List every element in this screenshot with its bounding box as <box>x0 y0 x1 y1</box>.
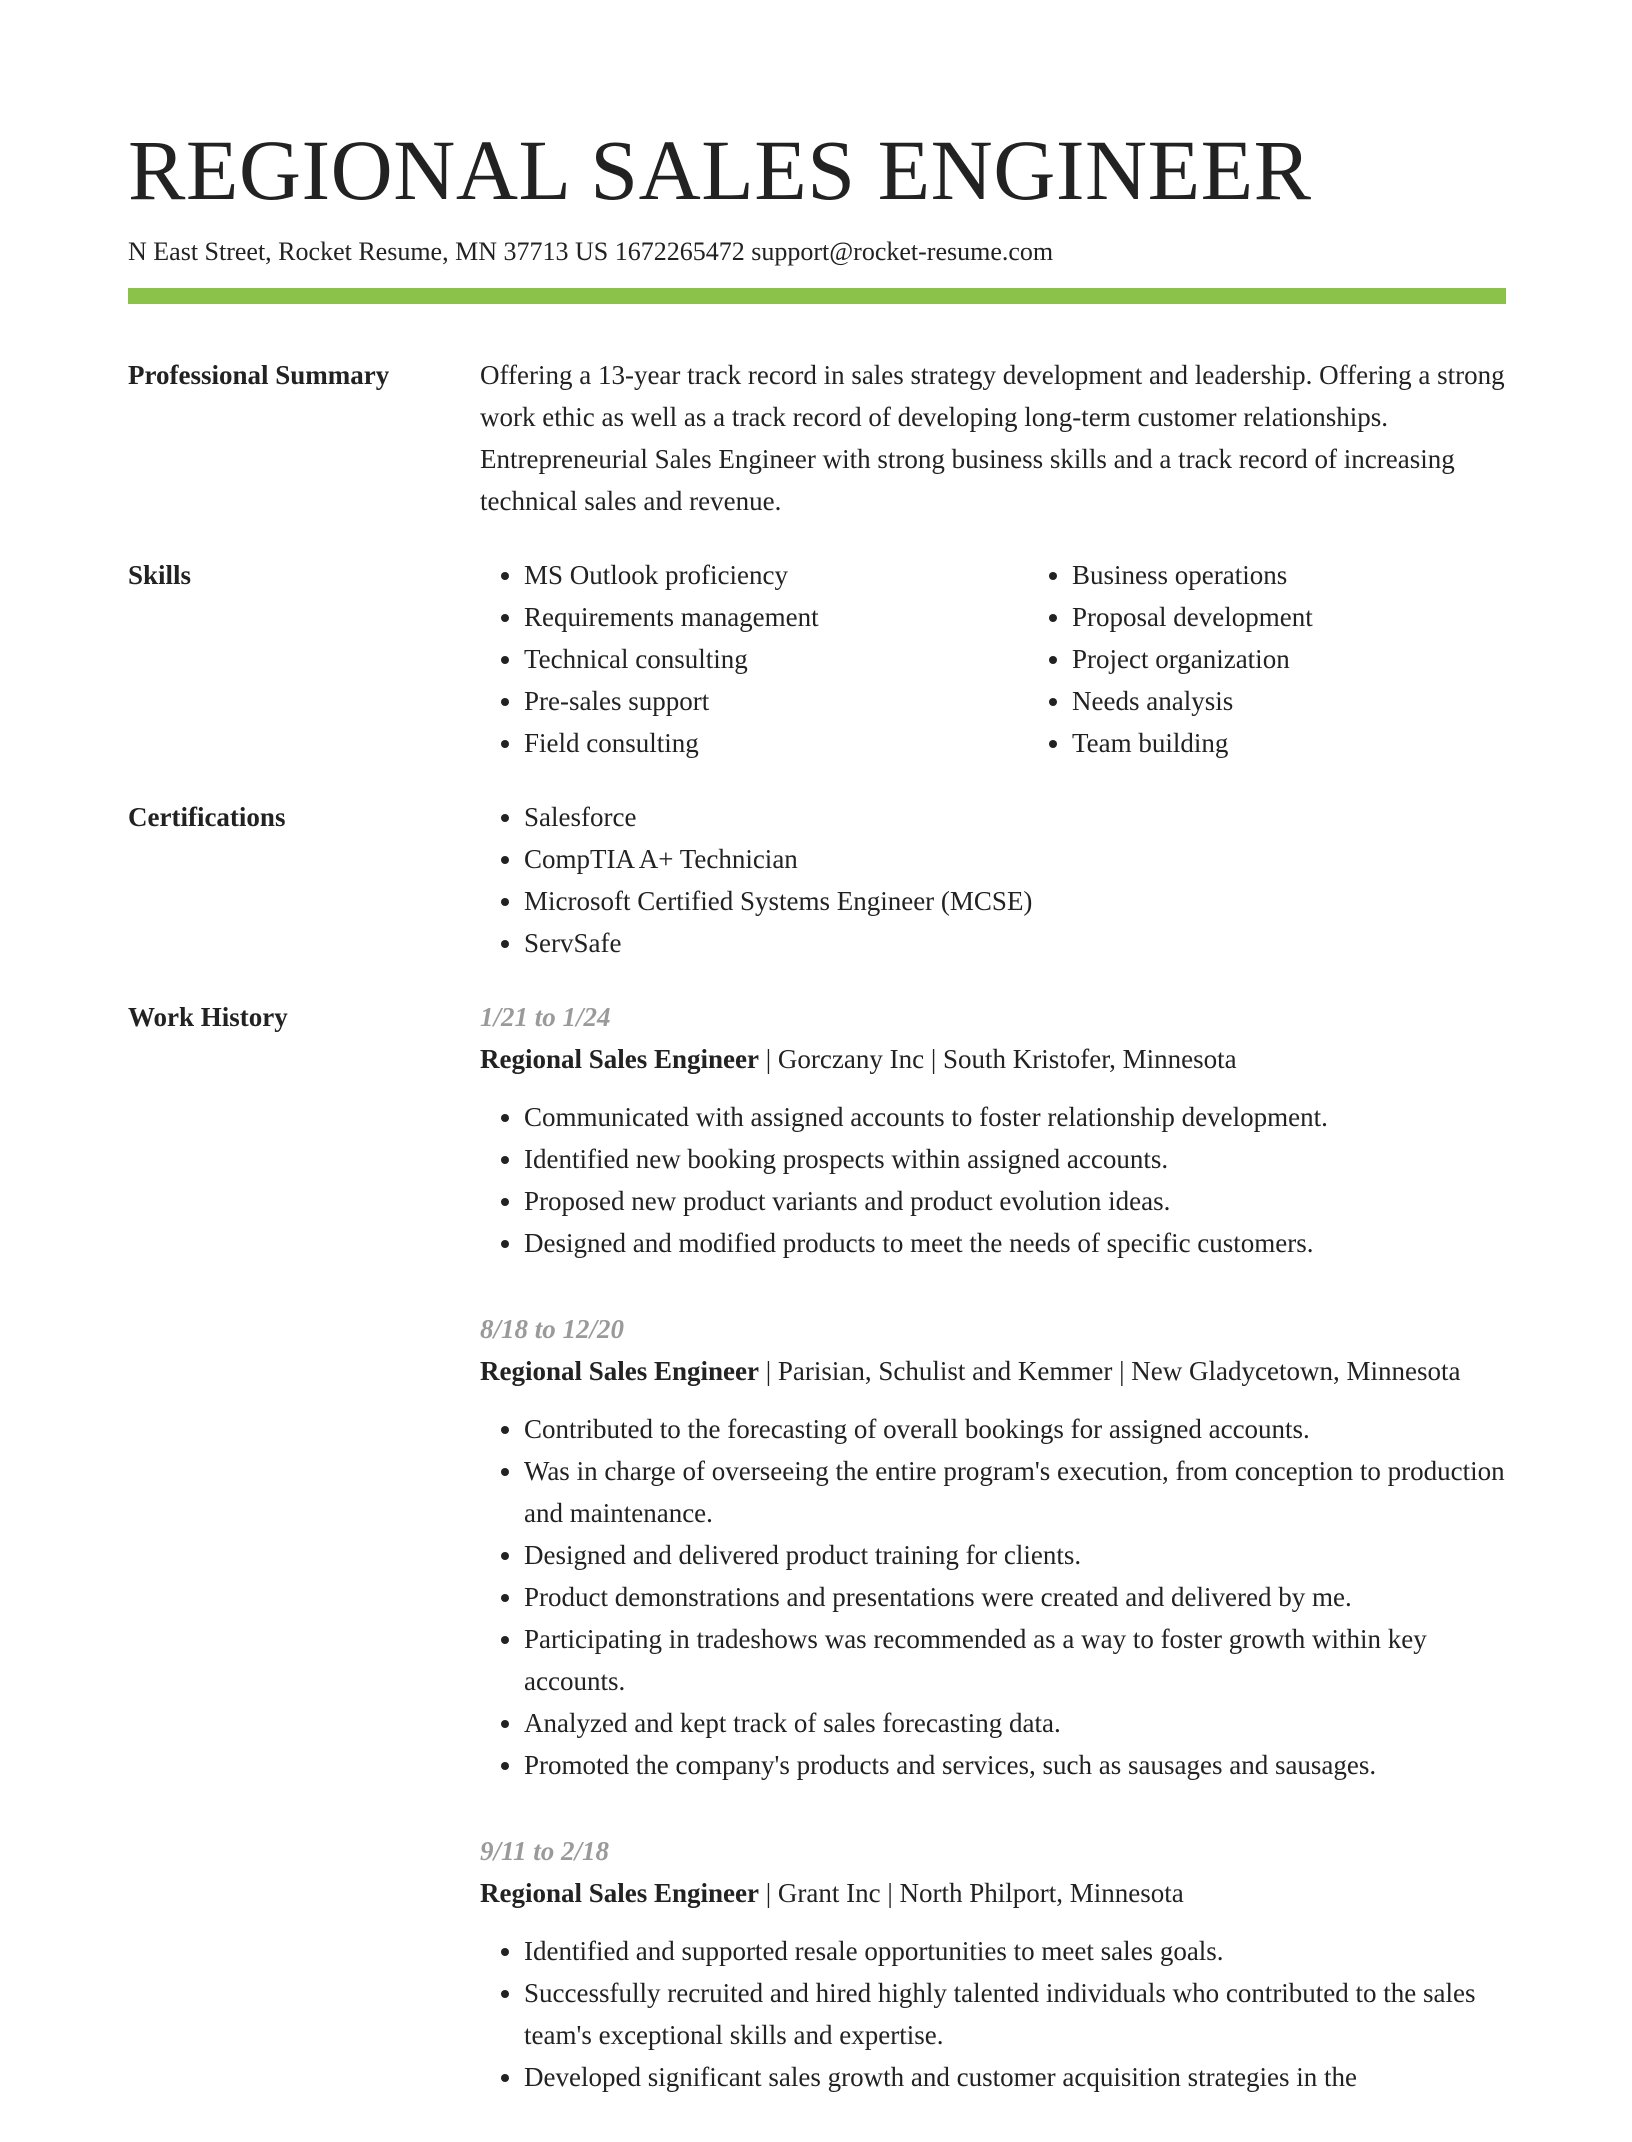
skill-item: • Business operations <box>1072 554 1576 596</box>
resume-title: REGIONAL SALES ENGINEER <box>128 122 1312 218</box>
job-bullet: • Identified new booking prospects within assigned accounts. <box>524 1138 1506 1180</box>
resume-page <box>128 118 1506 2142</box>
job-bullet: • Proposed new product variants and product evolution ideas. <box>524 1180 1506 1222</box>
certification-item: • Salesforce <box>524 796 1506 838</box>
certifications-list <box>480 796 1506 964</box>
certification-item: • CompTIA A+ Technician <box>524 838 1506 880</box>
job-title: Regional Sales Engineer <box>480 1356 760 1386</box>
job-dates: 8/18 to 12/20 <box>480 1314 625 1344</box>
job-bullet: • Promoted the company's products and services, such as sausages and sausages. <box>524 1744 1506 1786</box>
job-entry <box>480 996 1506 1264</box>
job-entry <box>480 1830 1506 2098</box>
certification-item: • ServSafe <box>524 922 1506 964</box>
job-bullet: • Analyzed and kept track of sales forecasting data. <box>524 1702 1506 1744</box>
skills-section <box>128 554 1506 764</box>
job-bullet: • Designed and modified products to meet the needs of specific customers. <box>524 1222 1506 1264</box>
job-details: | Grant Inc | North Philport, Minnesota <box>759 1878 1184 1908</box>
job-bullet: • Designed and delivered product training for clients. <box>524 1534 1506 1576</box>
job-bullet: • Product demonstrations and presentations were created and delivered by me. <box>524 1576 1506 1618</box>
job-heading <box>480 1872 1506 1914</box>
certification-item: • Microsoft Certified Systems Engineer (MCSE) <box>524 880 1506 922</box>
summary-label: Professional Summary <box>128 360 390 390</box>
job-bullets <box>480 1408 1506 1786</box>
work-history-body <box>480 996 1506 2142</box>
skill-item: • Technical consulting <box>524 638 1028 680</box>
certifications-section <box>128 796 1506 964</box>
job-dates: 1/21 to 1/24 <box>480 1002 611 1032</box>
job-bullets <box>480 1930 1506 2098</box>
job-bullet: • Successfully recruited and hired highly talented individuals who contributed to the sales team's exceptional skills and expertise. <box>524 1972 1506 2056</box>
skill-item: • MS Outlook proficiency <box>524 554 1028 596</box>
job-heading <box>480 1038 1506 1080</box>
job-bullet: • Identified and supported resale opportunities to meet sales goals. <box>524 1930 1506 1972</box>
job-bullet: • Participating in tradeshows was recommended as a way to foster growth within key accounts. <box>524 1618 1506 1702</box>
job-heading <box>480 1350 1506 1392</box>
certifications-body <box>480 796 1506 964</box>
job-bullet: • Was in charge of overseeing the entire program's execution, from conception to production and maintenance. <box>524 1450 1506 1534</box>
skill-item: • Proposal development <box>1072 596 1576 638</box>
accent-divider <box>128 288 1506 304</box>
job-details: | Parisian, Schulist and Kemmer | New Gladycetown, Minnesota <box>759 1356 1461 1386</box>
skills-columns <box>480 554 1576 764</box>
skills-body <box>480 554 1576 764</box>
job-details: | Gorczany Inc | South Kristofer, Minnesota <box>759 1044 1237 1074</box>
skills-label: Skills <box>128 560 192 590</box>
skill-item: • Requirements management <box>524 596 1028 638</box>
skill-item: • Project organization <box>1072 638 1576 680</box>
job-dates: 9/11 to 2/18 <box>480 1836 610 1866</box>
job-title: Regional Sales Engineer <box>480 1878 760 1908</box>
job-entry <box>480 1308 1506 1786</box>
skill-item: • Field consulting <box>524 722 1028 764</box>
skill-item: • Pre-sales support <box>524 680 1028 722</box>
job-bullets <box>480 1096 1506 1264</box>
job-bullet: • Contributed to the forecasting of overall bookings for assigned accounts. <box>524 1408 1506 1450</box>
skill-item: • Team building <box>1072 722 1576 764</box>
job-bullet: • Developed significant sales growth and customer acquisition strategies in the <box>524 2056 1506 2098</box>
job-bullet: • Communicated with assigned accounts to foster relationship development. <box>524 1096 1506 1138</box>
contact-line: N East Street, Rocket Resume, MN 37713 US 1672265472 support@rocket-resume.com <box>128 237 1054 266</box>
summary-text: Offering a 13-year track record in sales strategy development and leadership. Offering a strong work ethic as well as a track record of developing long-term customer relationships. Entrepreneurial Sales Engineer with strong business skills and a track record of increasing technical sales and revenue. <box>480 360 1505 516</box>
work-history-label: Work History <box>128 1002 288 1032</box>
summary-section <box>128 354 1506 522</box>
certifications-label: Certifications <box>128 802 286 832</box>
job-title: Regional Sales Engineer <box>480 1044 760 1074</box>
work-history-section <box>128 996 1506 2142</box>
skills-column-2 <box>1028 554 1576 764</box>
skill-item: • Needs analysis <box>1072 680 1576 722</box>
skills-column-1 <box>480 554 1028 764</box>
